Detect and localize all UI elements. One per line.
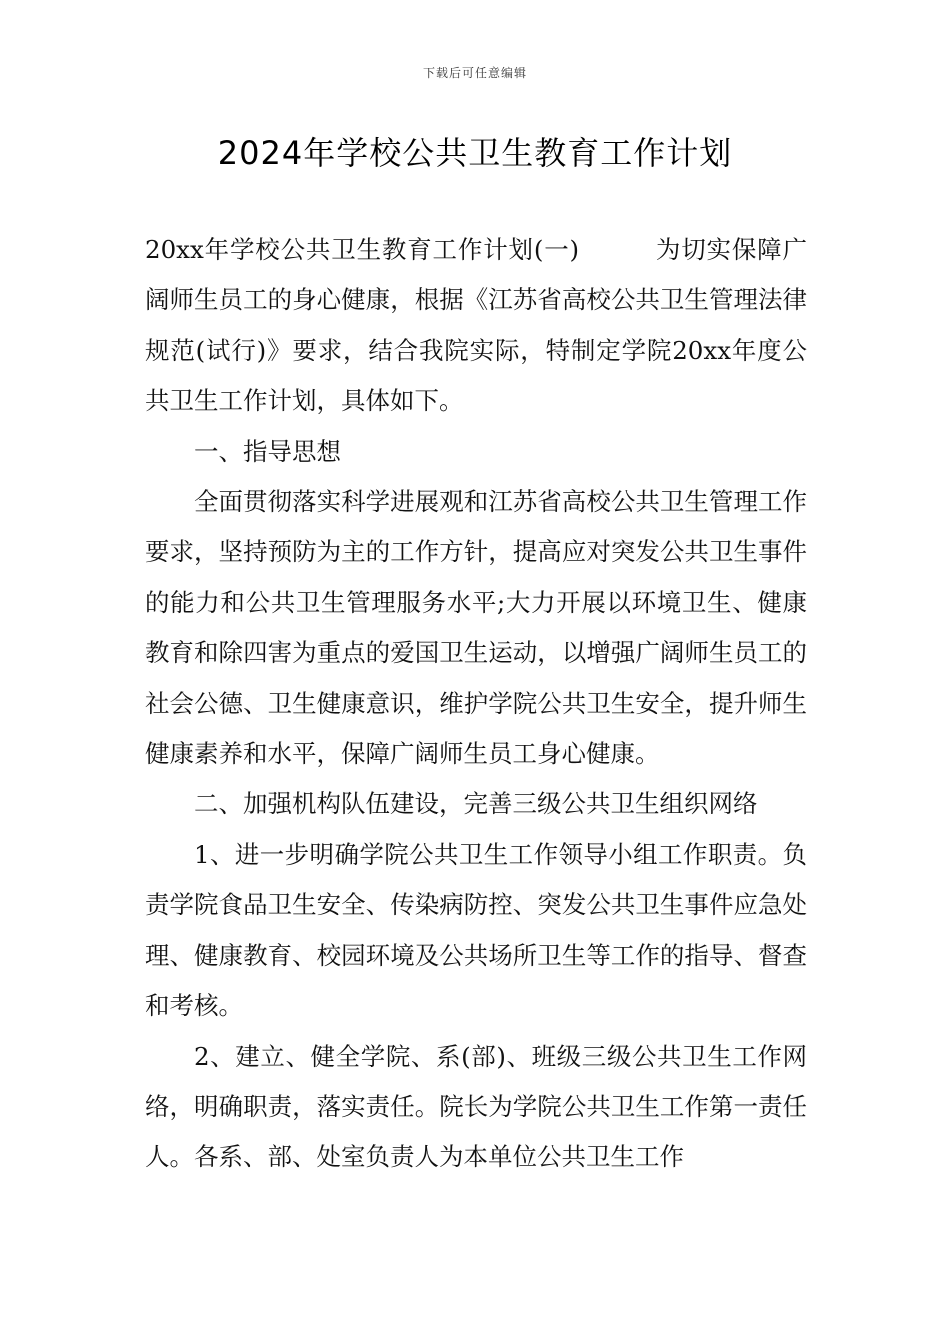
list-item-2: 2、建立、健全学院、系(部)、班级三级公共卫生工作网络，明确职责，落实责任。院长为学院公共卫生工作第一责任人。各系、部、处室负责人为本单位公共卫生工作 — [145, 1041, 807, 1172]
intro-body: 为切实保障广阔师生员工的身心健康，根据《江苏省高校公共卫生管理法律规范(试行)》要求，结合我院实际，特制定学院20xx年度公共卫生工作计划，具体如下。 — [145, 235, 807, 416]
section-body-guiding-ideology: 全面贯彻落实科学进展观和江苏省高校公共卫生管理工作要求，坚持预防为主的工作方针，提高应对突发公共卫生事件的能力和公共卫生管理服务水平;大力开展以环境卫生、健康教育和除四害为重点的爱国卫生运动，以增强广阔师生员工的社会公德、卫生健康意识，维护学院公共卫生安全，提升师生健康素养和水平，保障广阔师生员工身心健康。 — [145, 487, 807, 769]
intro-paragraph — [145, 225, 807, 427]
intro-heading: 20xx年学校公共卫生教育工作计划(一) — [145, 235, 580, 264]
list-item-1: 1、进一步明确学院公共卫生工作领导小组工作职责。负责学院食品卫生安全、传染病防控、突发公共卫生事件应急处理、健康教育、校园环境及公共场所卫生等工作的指导、督查和考核。 — [145, 839, 807, 1021]
download-note: 下载后可任意编辑 — [422, 66, 527, 80]
section-heading-guiding-ideology: 一、指导思想 — [194, 436, 341, 466]
document-title: 2024年学校公共卫生教育工作计划 — [217, 134, 733, 172]
section-heading-organization: 二、加强机构队伍建设，完善三级公共卫生组织网络 — [194, 789, 758, 819]
document-body — [145, 225, 807, 1183]
